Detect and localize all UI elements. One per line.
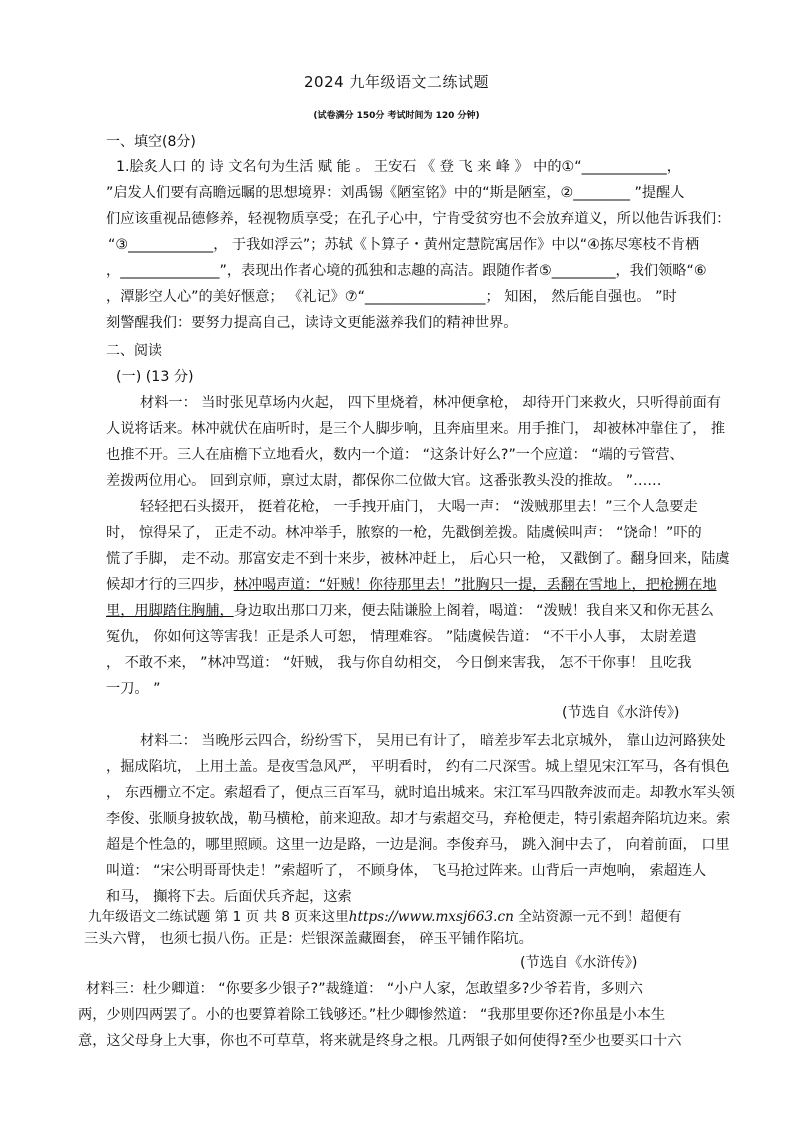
- paragraph-line: 差拨两位用心。 回到京师，禀过太尉，都保你二位做大官。这番张教头没的推故。 ”……: [106, 473, 662, 489]
- paragraph-line: 材料三：杜少卿道： “你要多少银子?”裁缝道： “小户人家，怎敢望多?少爷若肯，多则六: [86, 981, 643, 997]
- source-note: (节选自《水浒传》): [562, 705, 680, 721]
- paragraph-line: 人说将话来。林冲就伏在庙听时，是三个人脚步响，且奔庙里来。用手推门， 却被林冲靠住了， 推: [106, 421, 726, 437]
- part-heading: (一) (13 分): [116, 369, 194, 385]
- paragraph-line: ， 不敢不来， ”林冲骂道： “奸贼， 我与你自幼相交， 今日倒来害我， 怎不干你事！ 且吃我: [106, 655, 692, 671]
- section-heading-fill: 一、填空(8分): [106, 134, 196, 150]
- paragraph-line: 刻警醒我们：要努力提高自己，读诗文更能滋养我们的精神世界。: [106, 315, 518, 331]
- paragraph-line: [106, 575, 717, 595]
- paragraph-line: 也推不开。三人在庙檐下立地看火，数内一个道： “这条计好么?”一个应道： “端的亏管营、: [106, 447, 684, 463]
- paragraph-line: ”启发人们要有高瞻远瞩的思想境界：刘禹锡《陋室铭》中的“斯是陋室，②________ ”提醒人: [106, 185, 685, 201]
- paragraph-line: ，潭影空人心”的美好惬意； 《礼记》⑦“_________________； 知困， 然后能自强也。 ”时: [106, 289, 677, 305]
- exam-info: (试卷满分 150分 考试时间为 120 分钟): [313, 111, 480, 121]
- paragraph-line: 材料二： 当晚彤云四合，纷纷雪下， 吴用已有计了， 暗差步军去北京城外， 靠山边河路狭处: [140, 733, 726, 749]
- underlined-sentence: 里，用脚踏住胸脯，: [106, 603, 234, 619]
- paragraph-line: “③____________， 于我如浮云”；苏轼《卜算子・黄州定慧院寓居作》中以“④拣尽寒枝不肯栖: [108, 237, 700, 253]
- paragraph-line: 们应该重视品德修养，轻视物质享受；在孔子心中，宁肯受贫穷也不会放弃道义，所以他告诉我们：: [106, 211, 731, 227]
- footer-text: 全站资源一元不到！超便有: [513, 909, 682, 925]
- paragraph-line: 和马， 攧将下去。后面伏兵齐起，这索: [106, 889, 352, 905]
- paragraph-line: 一刀。 ”: [106, 681, 161, 697]
- paragraph-line: ，掘成陷坑， 上用土盖。是夜雪急风严， 平明看时， 约有二尺深雪。城上望见宋江军马，各有惧色: [106, 759, 730, 775]
- source-note: (节选自《水浒传》): [520, 955, 638, 971]
- page-footer: [88, 907, 681, 927]
- paragraph-line: 慌了手脚， 走不动。那富安走不到十来步，被林冲赶上， 后心只一枪， 又戳倒了。翻身回来，陆虞: [106, 551, 730, 567]
- line-text: 身边取出那口刀来，便去陆谦脸上阁着，喝道： “泼贼！我自来又和你无甚么: [233, 603, 714, 619]
- paragraph-line: 超是个性急的，哪里照顾。这里一边是路，一边是涧。李俊弃马， 跳入涧中去了， 向着前面， 口里: [106, 837, 730, 853]
- paragraph-line: ， 东西栅立不定。索超看了，便点三百军马，就时追出城来。宋江军马四散奔波而走。却教水军头领: [106, 785, 735, 801]
- paragraph-line: 两，少则四两罢了。小的也要算着除工钱够还。”杜少卿惨然道： “我那里要你还?你虽是小本生: [78, 1007, 666, 1023]
- footer-url: https://www.mxsj663.cn: [348, 909, 514, 925]
- line-text: 候却才行的三四步，: [106, 577, 234, 593]
- paragraph-line: 冤仇， 你如何这等害我！正是杀人可恕， 情理难容。 ”陆虞候告道： “不干小人事， 太尉差遣: [106, 629, 697, 645]
- paragraph-line: [106, 601, 714, 621]
- section-heading-reading: 二、阅读: [106, 343, 162, 359]
- paragraph-line: 三头六臂， 也须七损八伤。正是：烂银深盖藏圈套， 碎玉平铺作陷坑。: [84, 931, 533, 947]
- paragraph-line: 材料一： 当时张见草场内火起， 四下里烧着，林冲便拿枪， 却待开门来救火，只听得前面有: [140, 395, 722, 411]
- paragraph-line: 李俊、张顺身披软战，勒马横枪，前来迎敌。却才与索超交马，弃枪便走，特引索超奔陷坑边来。索: [106, 811, 731, 827]
- footer-text: 九年级语文二练试题 第 1 页 共 8 页来这里: [88, 909, 349, 925]
- paragraph-line: 轻轻把石头掇开， 挺着花枪， 一手拽开庙门， 大喝一声： “泼贼那里去！”三个人急要走: [140, 499, 698, 515]
- paragraph-line: ，______________”，表现出作者心境的孤独和志趣的高洁。跟随作者⑤_________，我们领略“⑥: [106, 263, 707, 279]
- paragraph-line: 1.脍炙人口 的 诗 文名句为生活 赋 能 。 王安石 《 登 飞 来 峰 》 中的①“____________，: [116, 159, 681, 175]
- paragraph-line: 叫道： “宋公明哥哥快走！”索超听了， 不顾身体， 飞马抢过阵来。山背后一声炮响， 索超连人: [106, 863, 707, 879]
- paragraph-line: 意，这父母身上大事，你也不可草草，将来就是终身之根。几两银子如何使得?至少也要买口十六: [78, 1033, 682, 1049]
- paragraph-line: 时， 惊得呆了， 正走不动。林冲举手，脓察的一枪，先戳倒差拨。陆虞候叫声： “饶命！”吓的: [106, 525, 702, 541]
- page-title: 2024 九年级语文二练试题: [304, 73, 489, 91]
- underlined-sentence: 林冲喝声道：“奸贼！你待那里去！”批胸只一提，丢翻在雪地上，把枪搠在地: [233, 577, 717, 593]
